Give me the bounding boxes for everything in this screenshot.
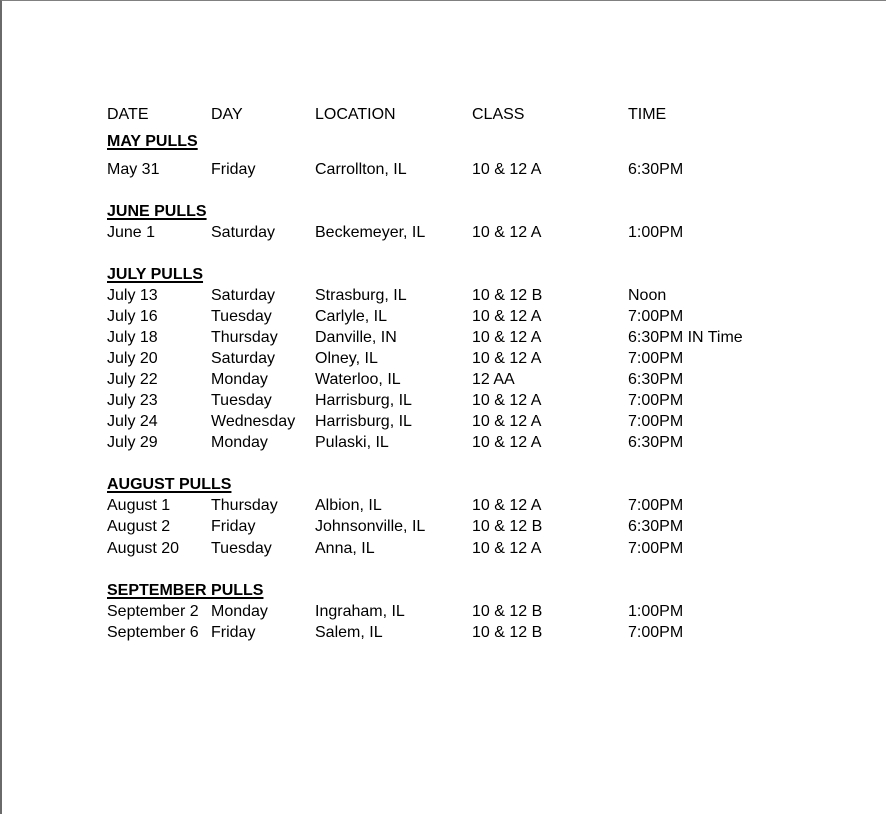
- row-location: Pulaski, IL: [315, 434, 389, 451]
- row-time: 7:00PM: [628, 350, 684, 367]
- row-location: Carlyle, IL: [315, 308, 388, 325]
- row-time: 7:00PM: [628, 392, 684, 409]
- row-day: Monday: [211, 371, 268, 388]
- table-row: [2, 349, 886, 369]
- row-time: 6:30PM: [628, 434, 684, 451]
- row-day: Tuesday: [211, 540, 272, 557]
- header-time: TIME: [628, 106, 667, 123]
- row-class: 10 & 12 B: [472, 603, 543, 620]
- row-location: Olney, IL: [315, 350, 378, 367]
- section-heading-september: [2, 581, 886, 601]
- row-date: July 16: [107, 308, 158, 325]
- section-title: MAY PULLS: [107, 133, 198, 150]
- row-class: 10 & 12 A: [472, 350, 542, 367]
- row-day: Saturday: [211, 224, 276, 241]
- row-day: Wednesday: [211, 413, 296, 430]
- row-day: Friday: [211, 624, 256, 641]
- table-row: [2, 517, 886, 537]
- row-class: 10 & 12 A: [472, 161, 542, 178]
- row-location: Danville, IN: [315, 329, 397, 346]
- row-location: Beckemeyer, IL: [315, 224, 426, 241]
- row-day: Thursday: [211, 329, 278, 346]
- section-title: SEPTEMBER PULLS: [107, 582, 264, 599]
- row-time: 6:30PM: [628, 161, 684, 178]
- row-time: Noon: [628, 287, 667, 304]
- row-date: September 6: [107, 624, 199, 641]
- section-heading-may: [2, 132, 886, 152]
- table-row: [2, 223, 886, 243]
- section-title: AUGUST PULLS: [107, 476, 232, 493]
- row-date: September 2: [107, 603, 199, 620]
- section-heading-august: [2, 475, 886, 495]
- row-class: 10 & 12 A: [472, 540, 542, 557]
- row-date: August 1: [107, 497, 171, 514]
- row-time: 7:00PM: [628, 308, 684, 325]
- row-date: July 24: [107, 413, 158, 430]
- row-day: Monday: [211, 434, 268, 451]
- header-date: DATE: [107, 106, 149, 123]
- row-date: July 23: [107, 392, 158, 409]
- row-class: 10 & 12 A: [472, 497, 542, 514]
- row-location: Harrisburg, IL: [315, 392, 412, 409]
- row-date: July 20: [107, 350, 158, 367]
- row-class: 10 & 12 A: [472, 308, 542, 325]
- row-day: Monday: [211, 603, 268, 620]
- row-location: Salem, IL: [315, 624, 383, 641]
- row-location: Harrisburg, IL: [315, 413, 412, 430]
- row-time: 6:30PM IN Time: [628, 329, 743, 346]
- row-class: 10 & 12 B: [472, 518, 543, 535]
- row-location: Waterloo, IL: [315, 371, 401, 388]
- row-day: Tuesday: [211, 308, 272, 325]
- section-heading-june: [2, 202, 886, 222]
- row-date: August 2: [107, 518, 171, 535]
- row-time: 7:00PM: [628, 413, 684, 430]
- table-row: [2, 286, 886, 306]
- row-time: 6:30PM: [628, 518, 684, 535]
- row-date: July 29: [107, 434, 158, 451]
- row-date: July 22: [107, 371, 158, 388]
- row-class: 10 & 12 B: [472, 287, 543, 304]
- table-row: [2, 370, 886, 390]
- row-class: 10 & 12 A: [472, 413, 542, 430]
- row-location: Ingraham, IL: [315, 603, 405, 620]
- table-row: [2, 412, 886, 432]
- row-date: June 1: [107, 224, 156, 241]
- row-date: July 13: [107, 287, 158, 304]
- row-class: 12 AA: [472, 371, 515, 388]
- section-title: JUNE PULLS: [107, 203, 207, 220]
- table-row: [2, 160, 886, 180]
- table-row: [2, 623, 886, 643]
- table-row: [2, 391, 886, 411]
- row-date: August 20: [107, 540, 180, 557]
- row-time: 1:00PM: [628, 603, 684, 620]
- row-location: Johnsonville, IL: [315, 518, 426, 535]
- row-day: Thursday: [211, 497, 278, 514]
- row-time: 7:00PM: [628, 624, 684, 641]
- row-class: 10 & 12 A: [472, 224, 542, 241]
- row-day: Tuesday: [211, 392, 272, 409]
- row-time: 7:00PM: [628, 540, 684, 557]
- header-day: DAY: [211, 106, 243, 123]
- table-row: [2, 602, 886, 622]
- row-location: Anna, IL: [315, 540, 375, 557]
- column-header-row: [2, 105, 886, 125]
- row-day: Saturday: [211, 350, 276, 367]
- table-row: [2, 433, 886, 453]
- table-row: [2, 307, 886, 327]
- row-time: 7:00PM: [628, 497, 684, 514]
- header-location: LOCATION: [315, 106, 396, 123]
- row-class: 10 & 12 B: [472, 624, 543, 641]
- row-date: July 18: [107, 329, 158, 346]
- header-class: CLASS: [472, 106, 525, 123]
- row-date: May 31: [107, 161, 160, 178]
- row-day: Friday: [211, 518, 256, 535]
- row-time: 1:00PM: [628, 224, 684, 241]
- table-row: [2, 539, 886, 559]
- row-location: Strasburg, IL: [315, 287, 407, 304]
- row-class: 10 & 12 A: [472, 434, 542, 451]
- row-time: 6:30PM: [628, 371, 684, 388]
- section-title: JULY PULLS: [107, 266, 204, 283]
- table-row: [2, 328, 886, 348]
- table-row: [2, 496, 886, 516]
- row-location: Carrollton, IL: [315, 161, 407, 178]
- row-location: Albion, IL: [315, 497, 382, 514]
- row-day: Friday: [211, 161, 256, 178]
- row-class: 10 & 12 A: [472, 329, 542, 346]
- row-class: 10 & 12 A: [472, 392, 542, 409]
- section-heading-july: [2, 265, 886, 285]
- row-day: Saturday: [211, 287, 276, 304]
